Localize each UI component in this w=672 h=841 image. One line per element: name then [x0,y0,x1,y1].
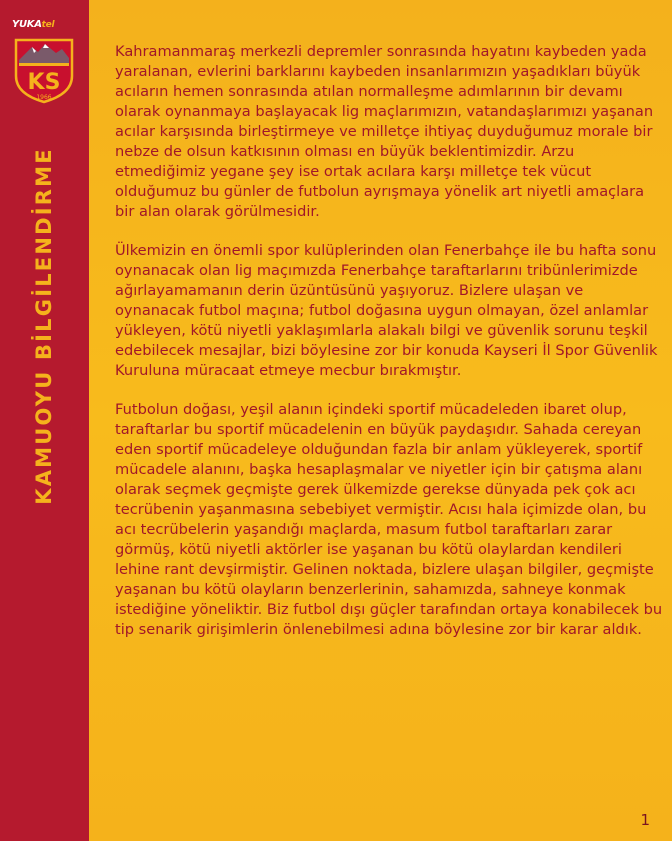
paragraph-3: Futbolun doğası, yeşil alanın içindeki sportif mücadeleden ibaret olup, taraftarlar bu sportif mücadelenin en büyük paydaşıdır. Sahada cereyan eden sportif mücadeleye olduğundan fazla bir anlam yükleyerek, sportif mücadele alanını, başka hesaplaşmalar ve niyetler için bir çatışma alanı olarak seçmek geçmişte gerek ülkemizde gerekse dünyada pek çok acı tecrübenin yaşanmasına sebebiyet vermiştir. Acısı hala içimizde olan, bu acı tecrübelerin yaşandığı maçlarda, masum futbol taraftarları zarar görmüş, kötü niyetli aktörler ise yaşanan bu kötü olaylardan kendileri lehine rant devşirmiştir. Gelinen noktada, bizlere ulaşan bilgiler, geçmişte yaşanan bu kötü olayların benzerlerinin, sahamızda, sahneye konmak istediğine yöneliktir. Biz futbol dışı güçler tarafından ortaya konabilecek bu tip senarik girişimlerin önlenebilmesi adına böylesine zor bir karar aldık. [115,401,663,638]
sidebar [0,0,89,841]
svg-text:1966: 1966 [36,94,52,101]
page-title: KAMUOYU BİLGİLENDİRME [32,147,56,505]
document-body [89,0,672,841]
paragraph-2: Ülkemizin en önemli spor kulüplerinden olan Fenerbahçe ile bu hafta sonu oynanacak olan lig maçımızda Fenerbahçe taraftarlarını tribünlerimizde ağırlayamamanın derin üzüntüsünü yaşıyoruz. Bizlere ulaşan ve oynanacak futbol maçına; futbol doğasına uygun olmayan, özel anlamlar yükleyen, kötü niyetli yaklaşımlarla alakalı bilgi ve güvenlik sorunu teşkil edebilecek mesajlar, bizi böylesine zor bir konuda Kayseri İl Spor Güvenlik Kuruluna müracaat etmeye mecbur bırakmıştır. [115,242,658,379]
paragraph-1: Kahramanmaraş merkezli depremler sonrasında hayatını kaybeden yada yaralanan, evlerini barklarını kaybeden insanlarımızın yaşadıkları büyük acıların hemen sonrasında atılan normalleşme adımlarının bir devamı olarak oynanmaya başlayacak lig maçlarımızın, vatandaşlarımızı yaşanan acılar karşısında birleştirmeye ve milletçe ihtiyaç duyduğumuz morale bir nebze de olsun katkısının olması en büyük beklentimizdir. Arzu etmediğimiz yegane şey ise ortak acılara karşı milletçe tek vücut olduğumuz bu günler de futbolun ayrışmaya yönelik art niyetli amaçlara bir alan olarak görülmesidir. [115,43,654,220]
statement-text [115,42,665,659]
club-crest-icon [12,36,76,104]
sponsor-logo: YUKAtel [12,19,55,30]
svg-text:KS: KS [27,70,61,95]
page-number: 1 [640,811,650,829]
